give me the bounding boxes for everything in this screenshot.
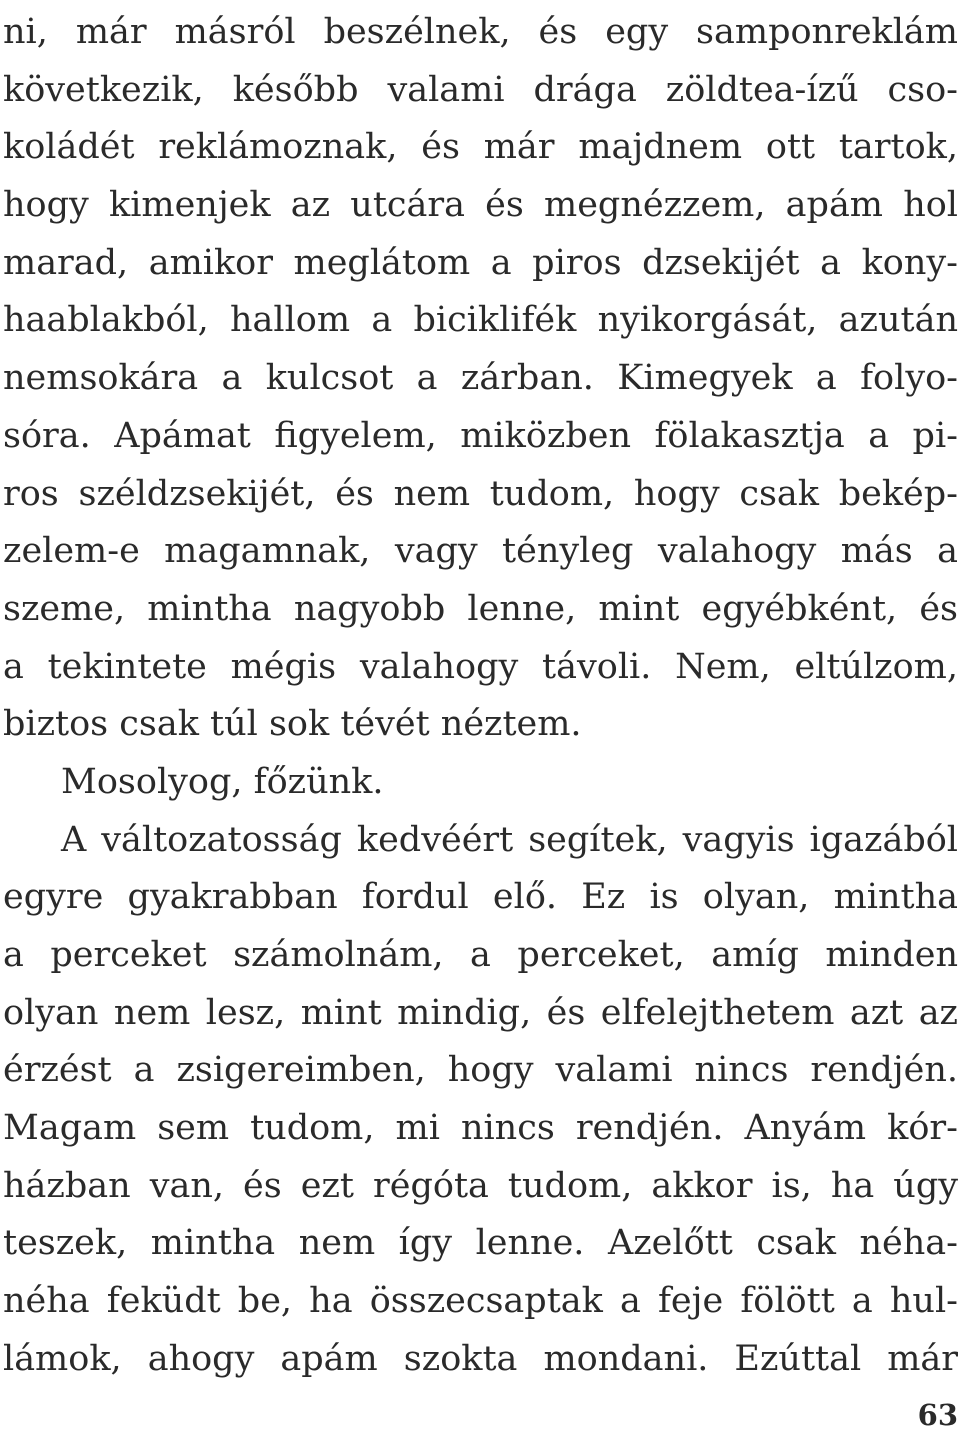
text-line: nemsokára a kulcsot a zárban. Kimegyek a folyo- [3,358,958,399]
text-line: marad, amikor meglátom a piros dzsekijét a kony- [3,242,958,283]
text-line: haablakból, hallom a biciklifék nyikorgását, azután [3,300,958,341]
page-number: 63 [917,1398,958,1432]
text-line: a perceket számolnám, a perceket, amíg minden [3,935,958,975]
text-line: hogy kimenjek az utcára és megnézzem, apám hol [3,185,958,226]
text-line: sóra. Apámat figyelem, miközben fölakasztja a pi- [3,415,958,456]
body-text [3,4,958,1389]
text-line: Magam sem tudom, mi nincs rendjén. Anyám kór- [3,1108,958,1149]
text-line: Mosolyog, főzünk. [61,761,384,802]
text-line: néha feküdt be, ha összecsaptak a feje fölött a hul- [3,1281,958,1322]
text-line: a tekintete mégis valahogy távoli. Nem, eltúlzom, [3,646,958,687]
text-line: zelem-e magamnak, vagy tényleg valahogy más a [3,531,958,572]
text-line: érzést a zsigereimben, hogy valami nincs rendjén. [3,1050,958,1091]
text-line: következik, később valami drága zöldtea-ízű cso- [3,69,958,110]
text-line: ros széldzsekijét, és nem tudom, hogy csak bekép- [3,473,958,514]
text-line: szeme, mintha nagyobb lenne, mint egyébként, és [3,588,958,629]
text-line: olyan nem lesz, mint mindig, és elfelejthetem azt az [3,992,958,1033]
text-line: teszek, mintha nem így lenne. Azelőtt csak néha- [3,1223,958,1264]
text-line: koládét reklámoznak, és már majdnem ott tartok, [3,127,958,168]
text-line: házban van, és ezt régóta tudom, akkor is, ha úgy [3,1165,958,1206]
text-line: ni, már másról beszélnek, és egy samponreklám [3,12,958,52]
text-line: biztos csak túl sok tévét néztem. [3,704,582,745]
text-line: lámok, ahogy apám szokta mondani. Ezúttal már [3,1338,958,1379]
text-line: egyre gyakrabban fordul elő. Ez is olyan, mintha [3,877,958,918]
text-line: A változatosság kedvéért segítek, vagyis igazából [61,819,958,860]
